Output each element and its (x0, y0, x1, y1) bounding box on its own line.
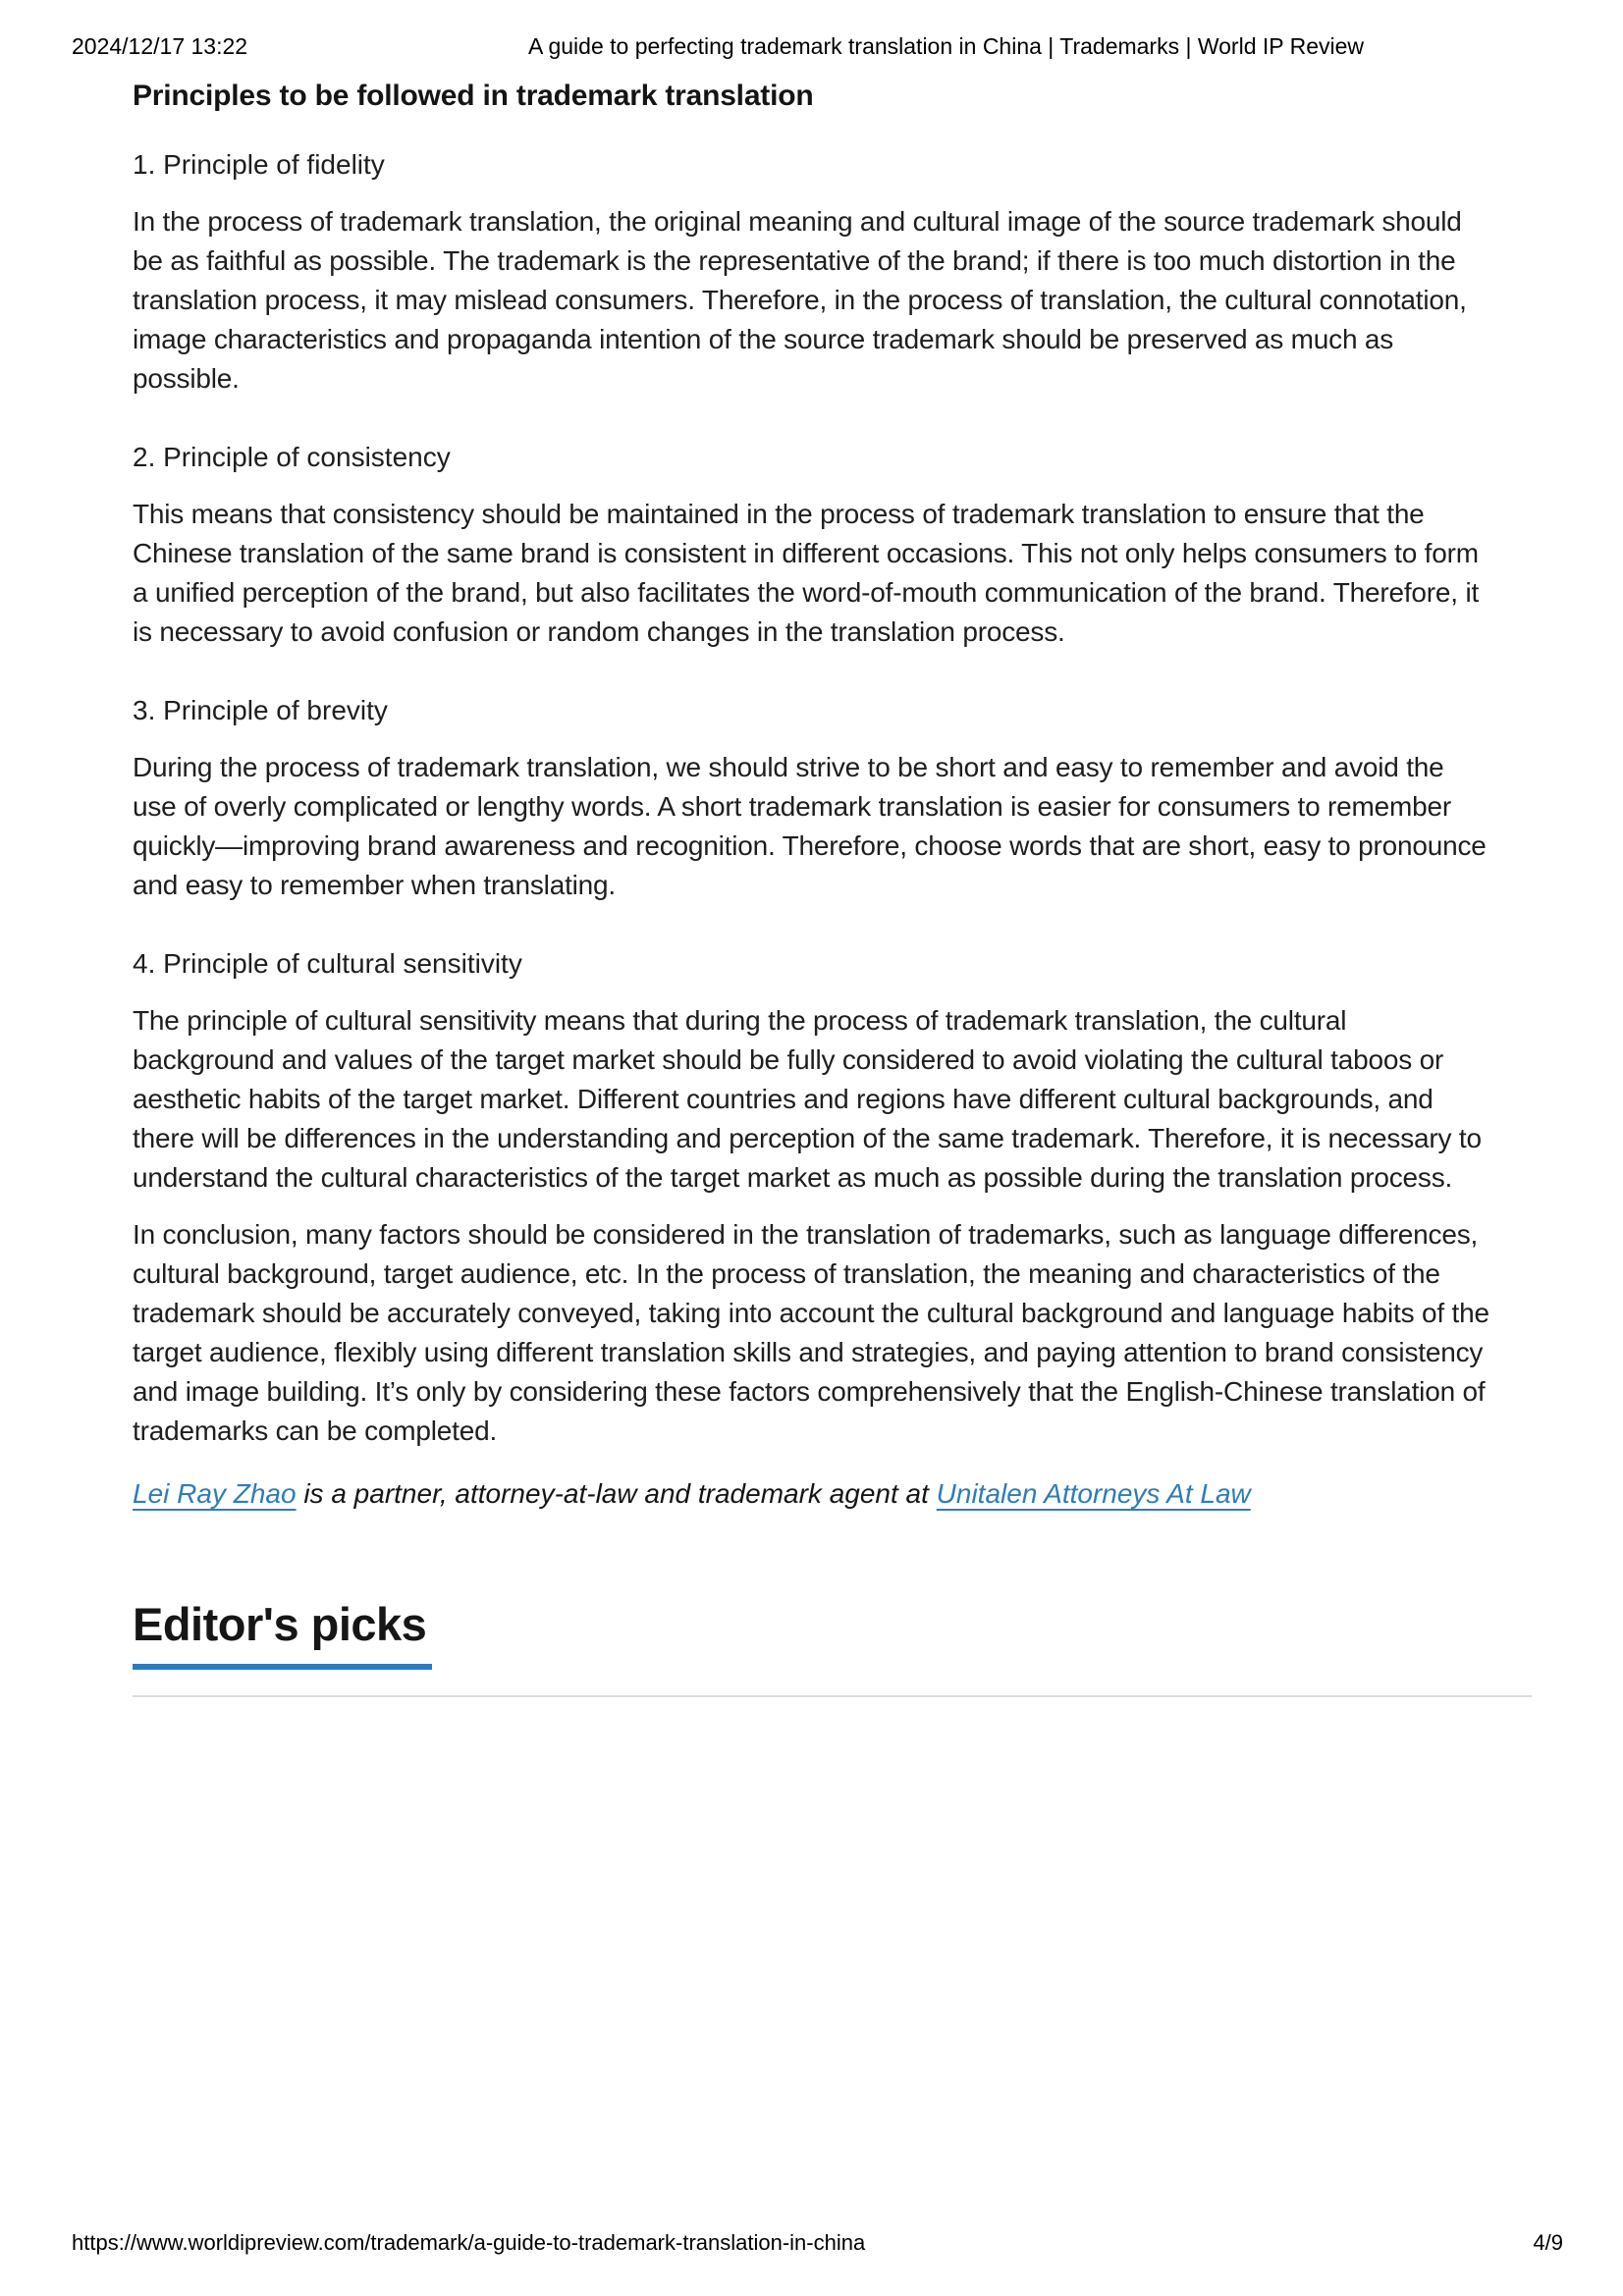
principle-1-heading: 1. Principle of fidelity (133, 149, 385, 180)
conclusion-paragraph: In conclusion, many factors should be considered in the translation of trademarks, such as language differences, cultural background, target audience, etc. In the process of translation, the meaning and characteristics of the trademark should be accurately conveyed, taking into account the cultural background and language habits of the target audience, flexibly using different translation skills and strategies, and paying attention to brand consistency and image building. It’s only by considering these factors comprehensively that the English-Chinese translation of trademarks can be completed. (133, 1219, 1489, 1446)
editors-picks-heading: Editor's picks (133, 1597, 432, 1670)
principle-4-paragraph: The principle of cultural sensitivity means that during the process of trademark translation, the cultural background and values of the target market should be fully considered to avoid violating the cultural taboos or aesthetic habits of the target market. Different countries and regions have different cultural backgrounds, and there will be differences in the understanding and perception of the same trademark. Therefore, it is necessary to understand the cultural characteristics of the target market as much as possible during the translation process. (133, 1005, 1482, 1193)
author-link[interactable]: Lei Ray Zhao (133, 1478, 297, 1509)
page-number: 4/9 (1533, 2230, 1563, 2255)
principle-3-heading: 3. Principle of brevity (133, 695, 388, 725)
section-divider (133, 1695, 1532, 1697)
principle-2-paragraph: This means that consistency should be maintained in the process of trademark translation to ensure that the Chinese translation of the same brand is consistent in different occasions. This not only helps consumers to form a unified perception of the brand, but also facilitates the word-of-mouth communication of the brand. Therefore, it is necessary to avoid confusion or random changes in the translation process. (133, 499, 1480, 647)
print-url: https://www.worldipreview.com/trademark/a-guide-to-trademark-translation-in-china (72, 2230, 866, 2255)
article-body (133, 0, 1491, 1697)
principle-2-heading: 2. Principle of consistency (133, 442, 451, 472)
principle-4-heading: 4. Principle of cultural sensitivity (133, 948, 522, 979)
principle-1-paragraph: In the process of trademark translation, the original meaning and cultural image of the source trademark should be as faithful as possible. The trademark is the representative of the brand; if there is too much distortion in the translation process, it may mislead consumers. Therefore, in the process of translation, the cultural connotation, image characteristics and propaganda intention of the source trademark should be preserved as much as possible. (133, 206, 1467, 394)
section-main-heading: Principles to be followed in trademark translation (133, 80, 814, 112)
author-byline (133, 1474, 1491, 1514)
print-document-title: A guide to perfecting trademark translation in China | Trademarks | World IP Review (528, 33, 1364, 59)
principle-3-paragraph: During the process of trademark translation, we should strive to be short and easy to remember and avoid the use of overly complicated or lengthy words. A short trademark translation is easier for consumers to remember quickly—improving brand awareness and recognition. Therefore, choose words that are short, easy to pronounce and easy to remember when translating. (133, 752, 1487, 900)
byline-text: is a partner, attorney-at-law and trademark agent at (296, 1478, 937, 1509)
print-datetime: 2024/12/17 13:22 (72, 33, 248, 59)
firm-link[interactable]: Unitalen Attorneys At Law (936, 1478, 1251, 1509)
